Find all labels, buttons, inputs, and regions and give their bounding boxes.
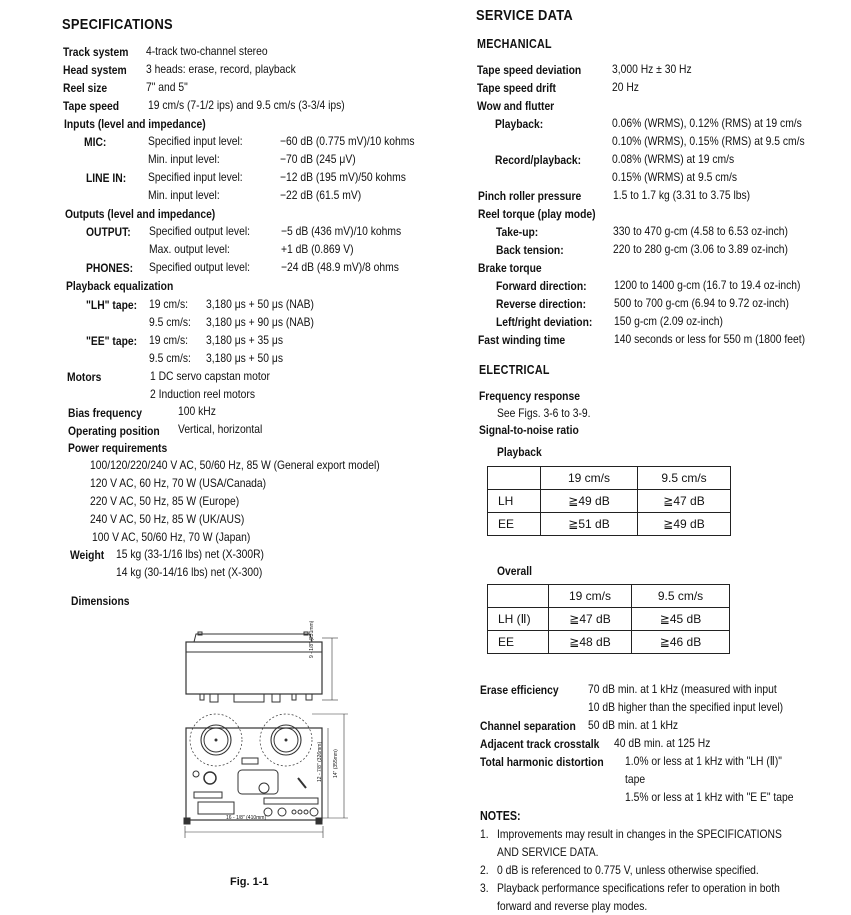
- power-line: 240 V AC, 50 Hz, 85 W (UK/AUS): [90, 512, 245, 526]
- track-system-value: 4-track two-channel stereo: [146, 44, 268, 58]
- thd-value-1: 1.0% or less at 1 kHz with "LH (Ⅱ)": [625, 754, 782, 768]
- phones-spec-label: Specified output level:: [149, 260, 250, 274]
- table-row: [488, 608, 730, 631]
- erase-efficiency-label: Erase efficiency: [480, 683, 559, 697]
- thd-value-2: tape: [625, 772, 646, 786]
- power-line: 100 V AC, 50/60 Hz, 70 W (Japan): [92, 530, 251, 544]
- note-number: 2.: [480, 863, 489, 877]
- mic-label: MIC:: [84, 135, 107, 149]
- ee-tape-label: "EE" tape:: [86, 334, 138, 348]
- weight-line1: 15 kg (33-1/16 lbs) net (X-300R): [116, 547, 265, 561]
- note-number: 1.: [480, 827, 489, 841]
- column-header: 9.5 cm/s: [638, 467, 731, 490]
- equalization-heading: Playback equalization: [66, 279, 174, 293]
- reel-size-label: Reel size: [63, 81, 108, 95]
- overall-table-title: Overall: [497, 564, 533, 578]
- note-text: Playback performance specifications refer to operation in both: [497, 881, 780, 895]
- output-spec-label: Specified output level:: [149, 224, 250, 238]
- wow-record-playback-value-2: 0.15% (WRMS) at 9.5 cm/s: [612, 170, 738, 184]
- figure-caption: Fig. 1-1: [230, 876, 269, 888]
- wow-record-playback-value-1: 0.08% (WRMS) at 19 cm/s: [612, 152, 735, 166]
- frequency-response-value: See Figs. 3-6 to 3-9.: [497, 406, 591, 420]
- lh-tape-label: "LH" tape:: [86, 298, 138, 312]
- forward-direction-label: Forward direction:: [496, 279, 587, 293]
- operating-label: Operating position: [68, 424, 160, 438]
- table-cell: ≧47 dB: [549, 608, 632, 631]
- pinch-roller-label: Pinch roller pressure: [478, 189, 582, 203]
- frequency-response-heading: Frequency response: [479, 389, 580, 403]
- take-up-label: Take-up:: [496, 225, 539, 239]
- table-cell: ≧47 dB: [638, 490, 731, 513]
- table-cell: ≧49 dB: [541, 490, 638, 513]
- reel-size-value: 7" and 5": [146, 80, 188, 94]
- power-heading: Power requirements: [68, 441, 168, 455]
- electrical-heading: ELECTRICAL: [479, 363, 550, 377]
- specifications-title: SPECIFICATIONS: [62, 16, 173, 33]
- wow-playback-label: Playback:: [495, 117, 544, 131]
- mic-spec-value: −60 dB (0.775 mV)/10 kohms: [280, 134, 415, 148]
- ee-19-label: 19 cm/s:: [149, 333, 189, 347]
- notes-heading: NOTES:: [480, 809, 521, 823]
- motors-line2: 2 Induction reel motors: [150, 387, 255, 401]
- forward-direction-value: 1200 to 1400 g-cm (16.7 to 19.4 oz-inch): [614, 278, 801, 292]
- column-header: 19 cm/s: [541, 467, 638, 490]
- phones-label: PHONES:: [86, 261, 134, 275]
- service-data-title: SERVICE DATA: [476, 7, 574, 24]
- mic-min-label: Min. input level:: [148, 152, 220, 166]
- speed-deviation-value: 3,000 Hz ± 30 Hz: [612, 62, 692, 76]
- operating-value: Vertical, horizontal: [178, 422, 263, 436]
- left-right-deviation-value: 150 g-cm (2.09 oz-inch): [614, 314, 723, 328]
- tape-speed-value: 19 cm/s (7-1/2 ips) and 9.5 cm/s (3-3/4 ips): [148, 98, 345, 112]
- row-label: LH: [488, 490, 541, 513]
- dimensions-heading: Dimensions: [71, 594, 130, 608]
- speed-deviation-label: Tape speed deviation: [477, 63, 582, 77]
- column-header: 9.5 cm/s: [632, 585, 730, 608]
- table-corner-cell: [488, 585, 549, 608]
- lh-19-label: 19 cm/s:: [149, 297, 189, 311]
- fast-winding-value: 140 seconds or less for 550 m (1800 feet): [614, 332, 806, 346]
- crosstalk-label: Adjacent track crosstalk: [480, 737, 600, 751]
- weight-line2: 14 kg (30-14/16 lbs) net (X-300): [116, 565, 263, 579]
- table-header-row: [488, 585, 730, 608]
- front-view: [184, 714, 348, 824]
- line-min-value: −22 dB (61.5 mV): [280, 188, 362, 202]
- power-line: 220 V AC, 50 Hz, 85 W (Europe): [90, 494, 240, 508]
- overall-snr-table: [487, 584, 730, 654]
- width-dimension-label: 16 - 1/8" (410mm): [226, 815, 267, 821]
- column-header: 19 cm/s: [549, 585, 632, 608]
- table-corner-cell: [488, 467, 541, 490]
- take-up-value: 330 to 470 g-cm (4.58 to 6.53 oz-inch): [613, 224, 788, 238]
- left-right-deviation-label: Left/right deviation:: [496, 315, 593, 329]
- reel-torque-heading: Reel torque (play mode): [478, 207, 596, 221]
- output-label: OUTPUT:: [86, 225, 131, 239]
- mechanical-heading: MECHANICAL: [477, 37, 552, 51]
- playback-snr-table: [487, 466, 731, 536]
- bias-label: Bias frequency: [68, 406, 143, 420]
- output-max-value: +1 dB (0.869 V): [281, 242, 354, 256]
- ee-95-label: 9.5 cm/s:: [149, 351, 191, 365]
- back-tension-value: 220 to 280 g-cm (3.06 to 3.89 oz-inch): [613, 242, 788, 256]
- motors-line1: 1 DC servo capstan motor: [150, 369, 270, 383]
- width-dimension-line: [184, 826, 324, 838]
- lh-95-label: 9.5 cm/s:: [149, 315, 191, 329]
- thd-value-3: 1.5% or less at 1 kHz with "E E" tape: [625, 790, 794, 804]
- row-label: EE: [488, 513, 541, 536]
- pinch-roller-value: 1.5 to 1.7 kg (3.31 to 3.75 lbs): [613, 188, 751, 202]
- channel-separation-label: Channel separation: [480, 719, 576, 733]
- playback-table-title: Playback: [497, 445, 542, 459]
- table-row: [488, 490, 731, 513]
- head-system-value: 3 heads: erase, record, playback: [146, 62, 296, 76]
- erase-efficiency-value-1: 70 dB min. at 1 kHz (measured with input: [588, 682, 777, 696]
- table-cell: ≧46 dB: [632, 631, 730, 654]
- mic-spec-label: Specified input level:: [148, 134, 243, 148]
- table-row: [488, 631, 730, 654]
- speed-drift-value: 20 Hz: [612, 80, 639, 94]
- head-system-label: Head system: [63, 63, 127, 77]
- lh-19-value: 3,180 μs + 50 μs (NAB): [206, 297, 314, 311]
- depth-total-dimension-label: 14" (355mm): [333, 749, 339, 778]
- table-header-row: [488, 467, 731, 490]
- table-row: [488, 513, 731, 536]
- outputs-heading: Outputs (level and impedance): [65, 207, 216, 221]
- note-text-continued: AND SERVICE DATA.: [497, 845, 599, 859]
- snr-heading: Signal-to-noise ratio: [479, 423, 579, 437]
- height-dimension-label: 9 - 1/8" (231mm): [309, 620, 315, 658]
- table-cell: ≧51 dB: [541, 513, 638, 536]
- thd-label: Total harmonic distortion: [480, 755, 604, 769]
- tape-speed-label: Tape speed: [63, 99, 120, 113]
- inputs-heading: Inputs (level and impedance): [64, 117, 206, 131]
- side-view: [186, 632, 338, 702]
- bias-value: 100 kHz: [178, 404, 216, 418]
- line-min-label: Min. input level:: [148, 188, 220, 202]
- power-line: 120 V AC, 60 Hz, 70 W (USA/Canada): [90, 476, 267, 490]
- output-max-label: Max. output level:: [149, 242, 230, 256]
- lh-95-value: 3,180 μs + 90 μs (NAB): [206, 315, 314, 329]
- note-text: Improvements may result in changes in the SPECIFICATIONS: [497, 827, 782, 841]
- reverse-direction-label: Reverse direction:: [496, 297, 587, 311]
- wow-record-playback-label: Record/playback:: [495, 153, 582, 167]
- motors-label: Motors: [67, 370, 102, 384]
- line-in-label: LINE IN:: [86, 171, 127, 185]
- table-cell: ≧45 dB: [632, 608, 730, 631]
- ee-19-value: 3,180 μs + 35 μs: [206, 333, 284, 347]
- row-label: EE: [488, 631, 549, 654]
- ee-95-value: 3,180 μs + 50 μs: [206, 351, 284, 365]
- row-label: LH (Ⅱ): [488, 608, 549, 631]
- phones-spec-value: −24 dB (48.9 mV)/8 ohms: [281, 260, 399, 274]
- wow-flutter-heading: Wow and flutter: [477, 99, 555, 113]
- speed-drift-label: Tape speed drift: [477, 81, 556, 95]
- channel-separation-value: 50 dB min. at 1 kHz: [588, 718, 679, 732]
- back-tension-label: Back tension:: [496, 243, 564, 257]
- fast-winding-label: Fast winding time: [478, 333, 566, 347]
- output-spec-value: −5 dB (436 mV)/10 kohms: [281, 224, 402, 238]
- note-number: 3.: [480, 881, 489, 895]
- table-cell: ≧48 dB: [549, 631, 632, 654]
- wow-playback-value-2: 0.10% (WRMS), 0.15% (RMS) at 9.5 cm/s: [612, 134, 805, 148]
- weight-label: Weight: [70, 548, 105, 562]
- brake-torque-heading: Brake torque: [478, 261, 542, 275]
- track-system-label: Track system: [63, 45, 129, 59]
- depth-dimension-label: 12 - 7/8" (326mm): [317, 741, 323, 782]
- line-spec-value: −12 dB (195 mV)/50 kohms: [280, 170, 406, 184]
- reverse-direction-value: 500 to 700 g-cm (6.94 to 9.72 oz-inch): [614, 296, 789, 310]
- table-cell: ≧49 dB: [638, 513, 731, 536]
- note-text: 0 dB is referenced to 0.775 V, unless otherwise specified.: [497, 863, 759, 877]
- mic-min-value: −70 dB (245 μV): [280, 152, 356, 166]
- power-line: 100/120/220/240 V AC, 50/60 Hz, 85 W (General export model): [90, 458, 380, 472]
- line-spec-label: Specified input level:: [148, 170, 243, 184]
- erase-efficiency-value-2: 10 dB higher than the specified input level): [588, 700, 784, 714]
- tape-deck-dimension-drawing: [180, 628, 360, 828]
- crosstalk-value: 40 dB min. at 125 Hz: [614, 736, 711, 750]
- wow-playback-value-1: 0.06% (WRMS), 0.12% (RMS) at 19 cm/s: [612, 116, 802, 130]
- note-text-continued: forward and reverse play modes.: [497, 899, 648, 913]
